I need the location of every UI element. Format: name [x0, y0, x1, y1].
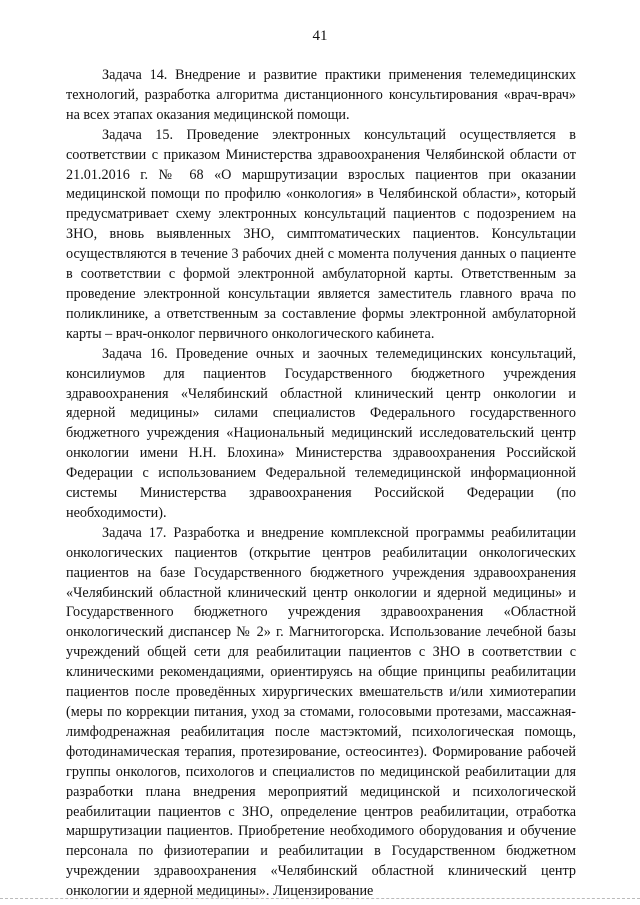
paragraph-task-17: Задача 17. Разработка и внедрение комплексной программы реабилитации онкологических пациентов (открытие центров реабилитации онкологических пациентов на базе Государственного бюджетного учреждения здравоохранения «Челябинский областной клинический центр онкологии и ядерной медицины» и Государственного бюджетного учреждения здравоохранения «Областной онкологический диспансер № 2» г. Магнитогорска. Использование лечебной базы учреждений общей сети для реабилитации пациентов с ЗНО в соответствии с клиническими рекомендациями, ориентируясь на общие принципы реабилитации пациентов после проведённых хирургических вмешательств и/или химиотерапии (меры по коррекции питания, уход за стомами, голосовыми протезами, массажная-лимфодренажная реабилитация после мастэктомий, психологическая помощь, фотодинамическая терапия, протезирование, остеосинтез). Формирование рабочей группы онкологов, психологов и специалистов по медицинской реабилитации для разработки плана внедрения мероприятий медицинской и психологической реабилитации пациентов с ЗНО, определение центров реабилитации, отработка маршрутизации пациентов. Приобретение необходимого оборудования и обучение персонала по физиотерапии и реабилитации в Государственном бюджетном учреждении здравоохранения «Челябинский областной клинический центр онкологии и ядерной медицины». Лицензирование: [66, 524, 576, 900]
paragraph-task-16: Задача 16. Проведение очных и заочных телемедицинских консультаций, консилиумов для пациентов Государственного бюджетного учреждения здравоохранения «Челябинский областной клинический центр онкологии и ядерной медицины» силами специалистов Федерального государственного бюджетного учреждения «Национальный медицинский исследовательский центр онкологии имени Н.Н. Блохина» Министерства здравоохранения Российской Федерации с использованием Федеральной телемедицинской информационной системы Министерства здравоохранения Российской Федерации (по необходимости).: [66, 345, 576, 521]
paragraph-task-14: Задача 14. Внедрение и развитие практики применения телемедицинских технологий, разработка алгоритма дистанционного консультирования «врач-врач» на всех этапах оказания медицинской помощи.: [66, 67, 576, 123]
page-number: 41: [312, 28, 328, 44]
paragraph-task-15: Задача 15. Проведение электронных консультаций осуществляется в соответствии с приказом Министерства здравоохранения Челябинской области от 21.01.2016 г. № 68 «О маршрутизации взрослых пациентов при оказании медицинской помощи по профилю «онкология» в Челябинской области», который предусматривает схему электронных консультаций пациентов с подозрением на ЗНО, вновь выявленных ЗНО, симптоматических пациентов. Консультации осуществляются в течение 3 рабочих дней с момента получения данных о пациенте в соответствии с формой электронной амбулаторной карты. Ответственным за проведение электронной консультации является заместитель главного врача по поликлинике, а ответственным за составление формы электронной амбулаторной карты – врач-онколог первичного онкологического кабинета.: [66, 126, 576, 342]
document-body: [66, 66, 576, 902]
page-bottom-edge: [0, 898, 640, 899]
